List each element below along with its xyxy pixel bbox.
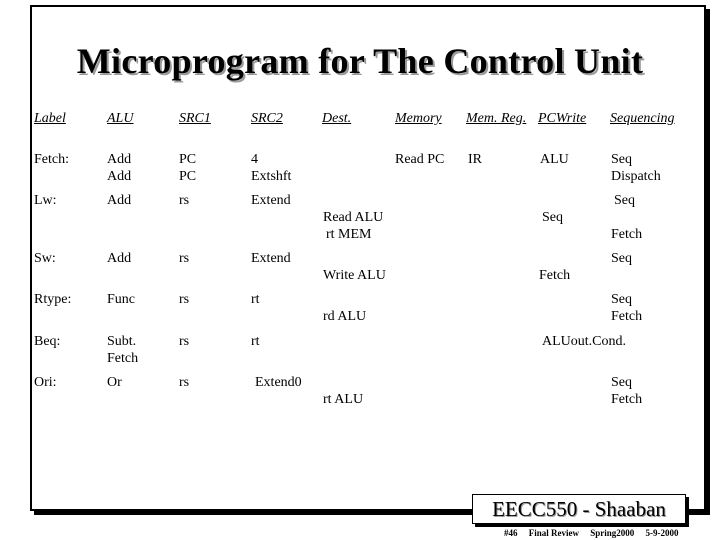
ori-seq-1: Seq [611,375,632,390]
sw-src2: Extend [251,251,291,266]
lw-seq-2: Fetch [611,227,643,242]
rtype-dest: rd ALU [323,309,367,324]
rtype-alu: Func [107,292,135,307]
lw-seq-1: Seq [614,193,635,208]
ori-label: Ori: [34,375,57,390]
ori-alu: Or [107,375,122,390]
course-badge-text: EECC550 - Shaaban [492,497,666,521]
header-pcwrite: PCWrite [538,111,587,126]
lw-src2: Extend [251,193,291,208]
lw-src1: rs [179,193,190,208]
slide-title: Microprogram for The Control Unit [76,41,644,81]
header-alu: ALU [107,111,134,126]
sw-pcwrite: Fetch [539,268,571,283]
sw-label: Sw: [34,251,56,266]
beq-alu-1: Subt. [107,334,137,349]
beq-src1: rs [179,334,190,349]
header-src1: SRC1 [179,111,211,126]
footer-name: Final Review [528,528,579,538]
rtype-src2: rt [251,292,260,307]
sw-src1: rs [179,251,190,266]
sw-seq: Seq [611,251,632,266]
fetch-src2-1: 4 [251,152,258,167]
rtype-seq-1: Seq [611,292,632,307]
sw-alu: Add [107,251,132,266]
fetch-memory: Read PC [395,152,445,167]
lw-alu: Add [107,193,132,208]
fetch-mem-reg: IR [468,152,482,167]
footer-date: 5-9-2000 [645,528,679,538]
fetch-src1-1: PC [179,152,197,167]
lw-pcwrite: Seq [542,210,563,225]
sw-dest: Write ALU [323,268,386,283]
rtype-label: Rtype: [34,292,72,307]
rtype-src1: rs [179,292,190,307]
fetch-src1-2: PC [179,169,197,184]
lw-label: Lw: [34,193,57,208]
beq-label: Beq: [34,334,61,349]
ori-dest: rt ALU [323,392,364,407]
header-memory: Memory [395,111,442,126]
rtype-seq-2: Fetch [611,309,643,324]
ori-seq-2: Fetch [611,392,643,407]
header-sequencing: Sequencing [610,111,675,126]
fetch-src2-2: Extshft [251,169,292,184]
header-src2: SRC2 [251,111,283,126]
fetch-pcwrite: ALU [540,152,569,167]
fetch-alu-1: Add [107,152,132,167]
fetch-seq-1: Seq [611,152,632,167]
fetch-alu-2: Add [107,169,132,184]
fetch-seq-2: Dispatch [611,169,661,184]
beq-alu-2: Fetch [107,351,139,366]
ori-src2: Extend0 [255,375,302,390]
fetch-label: Fetch: [34,152,69,167]
header-label: Label [34,111,66,126]
course-badge [472,494,686,524]
beq-src2: rt [251,334,260,349]
header-dest: Dest. [322,111,352,126]
beq-pcwrite: ALUout.Cond. [542,334,626,349]
lw-dest-1: Read ALU [323,210,384,225]
slide-footer [504,528,688,538]
footer-slide-number: #46 [504,528,518,538]
header-mem-reg: Mem. Reg. [466,111,527,126]
footer-term: Spring2000 [590,528,635,538]
ori-src1: rs [179,375,190,390]
lw-dest-2: rt MEM [326,227,372,242]
